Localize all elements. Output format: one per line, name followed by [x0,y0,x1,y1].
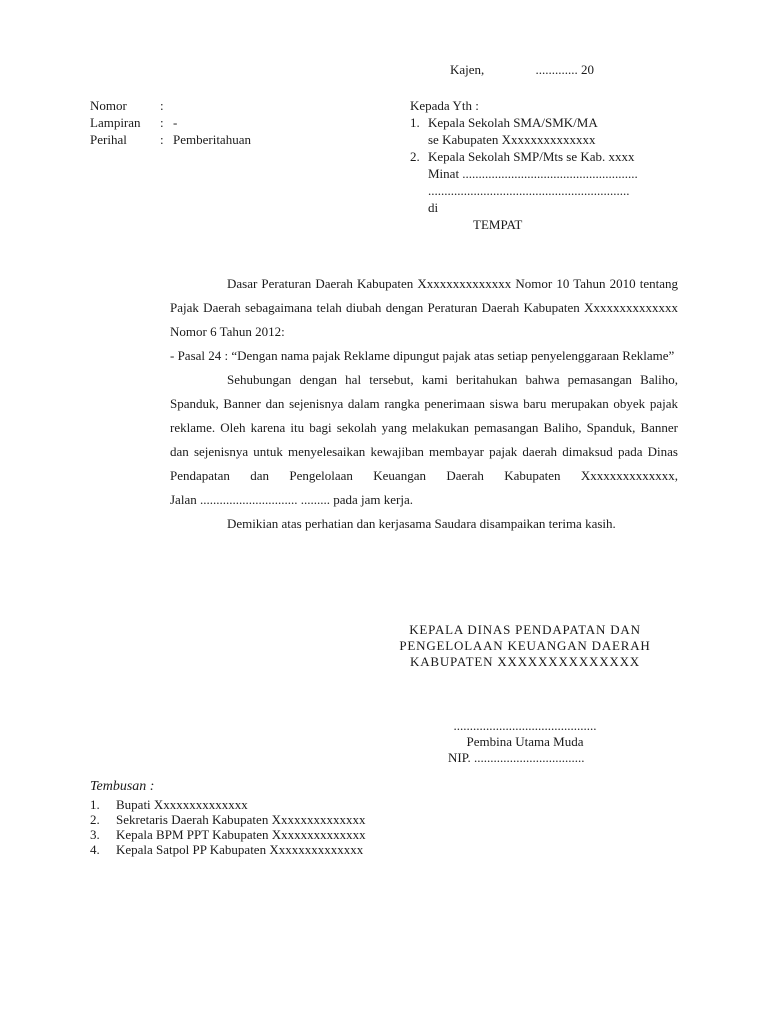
tembusan-item [90,797,248,812]
tembusan-heading: Tembusan : [90,779,155,794]
recipient-item-1 [410,114,598,131]
signature-name-dots: ............................................ [453,718,597,733]
meta-perihal [90,131,251,148]
tembusan-number: 4. [90,842,100,857]
meta-colon: : [160,98,164,113]
recipient-text: Kepala Sekolah SMP/Mts se Kab. xxxx [428,149,635,164]
meta-value: Pemberitahuan [173,132,251,147]
date-line [450,61,594,78]
tembusan-text: Sekretaris Daerah Kabupaten Xxxxxxxxxxxxxx [116,812,366,827]
recipient-item-2 [410,148,635,165]
meta-label: Perihal [90,132,127,147]
meta-colon: : [160,132,164,147]
signature-title-2: PENGELOLAAN KEUANGAN DAERAH [399,638,651,653]
meta-lampiran [90,114,177,131]
recipient-di: di [428,200,439,215]
recipient-number: 1. [410,115,420,130]
signature-rank: Pembina Utama Muda [466,734,584,749]
date-text: ............. 20 [535,62,595,77]
recipient-item-1-line2: se Kabupaten Xxxxxxxxxxxxxx [428,132,596,147]
tembusan-number: 1. [90,797,100,812]
tembusan-text: Bupati Xxxxxxxxxxxxxx [116,797,248,812]
tembusan-number: 3. [90,827,100,842]
recipient-text: Kepala Sekolah SMA/SMK/MA [428,115,598,130]
recipient-heading: Kepada Yth : [410,98,479,113]
recipient-minat: Minat ...................................................... [428,166,638,181]
body-paragraph-address: Jalan .............................. ......... pada jam kerja. [170,492,413,507]
signature-title-1: KEPALA DINAS PENDAPATAN DAN [409,622,641,637]
tembusan-number: 2. [90,812,100,827]
tembusan-text: Kepala BPM PPT Kabupaten Xxxxxxxxxxxxxx [116,827,366,842]
body-pasal: - Pasal 24 : “Dengan nama pajak Reklame dipungut pajak atas setiap penyelenggaraan Reklame” [170,348,675,363]
recipient-dots: .............................................................. [428,183,630,198]
meta-value: - [173,115,178,130]
tembusan-text: Kepala Satpol PP Kabupaten Xxxxxxxxxxxxxx [116,842,364,857]
meta-colon: : [160,115,164,130]
body-paragraph-notice: Sehubungan dengan hal tersebut, kami beritahukan bahwa pemasangan Baliho, Spanduk, Banner dan sejenisnya dalam rangka penerimaan siswa baru merupakan obyek pajak reklame. Oleh karena itu bagi sekolah yang melakukan pemasangan Baliho, Spanduk, Banner dan sejenisnya untuk menyelesaikan kewajiban membayar pajak daerah dimaksud pada Dinas Pendapatan dan Pengelolaan Keuangan Daerah Kabupaten Xxxxxxxxxxxxxx, [170,372,678,483]
signature-title-3: KABUPATEN XXXXXXXXXXXXXX [410,654,640,669]
tembusan-item [90,827,366,842]
meta-label: Nomor [90,98,127,113]
tembusan-item [90,812,365,827]
meta-nomor [90,97,173,114]
body-paragraph-basis: Dasar Peraturan Daerah Kabupaten Xxxxxxxxxxxxxx Nomor 10 Tahun 2010 tentang Pajak Daerah sebagaimana telah diubah dengan Peraturan Daerah Kabupaten Xxxxxxxxxxxxxx Nomor 6 Tahun 2012: [170,276,678,339]
body-paragraph-closing: Demikian atas perhatian dan kerjasama Saudara disampaikan terima kasih. [227,516,616,531]
recipient-tempat: TEMPAT [473,217,523,232]
signature-nip: NIP. .................................. [448,750,585,765]
tembusan-item [90,842,363,857]
place-text: Kajen, [450,62,485,77]
letter-body [170,272,678,536]
meta-label: Lampiran [90,115,141,130]
recipient-number: 2. [410,149,420,164]
